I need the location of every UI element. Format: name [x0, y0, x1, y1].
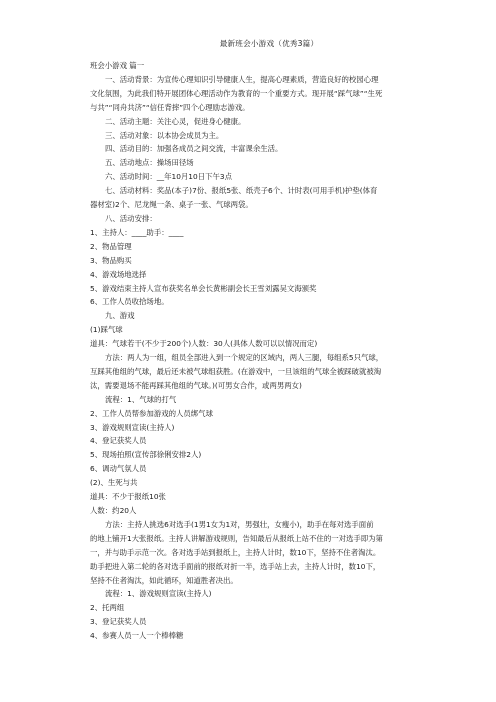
game-1-flow-2: 2、工作人员帮参加游戏的人员绑气球 — [90, 408, 213, 418]
theme-line: 二、活动主题：关注心灵，促进身心健康。 — [105, 116, 246, 126]
game-1-method-line-3: 汰，需要退场不能再踩其他组的气球。)(可男女合作，或两男两女) — [90, 380, 302, 390]
game-1-flow-6: 6、调动气氛人员 — [90, 464, 147, 474]
game-2-flow-1: 流程：1、游戏规则宣读(主持人) — [105, 589, 212, 599]
game-1-method-line-2: 互踩其他组的气球，最后还未被气球组获胜。(在游戏中，一旦该组的气球全被踩破就被淘 — [90, 366, 382, 376]
game-2-method-line-2: 的地上铺开1大张报纸。主持人讲解游戏规则，告知最后从报纸上站不住的一对选手即为第 — [90, 533, 383, 543]
game-1-flow-1: 流程：1、气球的打气 — [105, 394, 177, 404]
materials-line-1: 七、活动材料：奖品(本子)7份、报纸5张、纸壳子6个、计时表(可用手机)护垫(体育 — [105, 186, 378, 196]
game-2-method-line-1: 方法：主持人挑选6对选手(1男1女为1对，男强壮，女瘦小)，助手在每对选手面前 — [105, 519, 374, 529]
game-1-flow-3: 3、游戏规则宣读(主持人) — [90, 422, 175, 432]
arrangement-item-1: 1、主持人：____助手：____ — [90, 227, 184, 237]
arrangement-item-4: 4、游戏场地选择 — [90, 269, 147, 279]
game-1-method-line-1: 方法：两人为一组，组员全部进入到一个规定的区域内，两人三腿，每组系5只气球， — [105, 353, 384, 363]
game-2-method-line-3: 一，并与助手示范一次。各对选手站到报纸上，主持人计时，数10下，坚持不住者淘汰。 — [90, 547, 381, 557]
game-1-flow-5: 5、现场拍照(宣传部徐俐安排2人) — [90, 450, 202, 460]
game-2-title: (2)、生死与共 — [90, 478, 138, 488]
section-heading: 班会小游戏 篇一 — [90, 61, 145, 70]
game-2-flow-2: 2、托两组 — [90, 603, 125, 613]
time-line: 六、活动时间：__年10月10日下午3点 — [105, 172, 232, 182]
games-heading: 九、游戏 — [105, 311, 135, 321]
game-1-props: 道具：气球若干(不少于200个)人数：30人(具体人数可以以情况而定) — [90, 339, 318, 349]
purpose-line: 四、活动目的：加强各成员之间交流，丰富课余生活。 — [105, 144, 283, 154]
game-1-flow-4: 4、登记获奖人员 — [90, 436, 147, 446]
document-title: 最新班会小游戏（优秀3篇） — [219, 39, 319, 48]
game-2-flow-3: 3、登记获奖人员 — [90, 617, 147, 627]
game-2-flow-4: 4、参赛人员一人一个棒棒糖 — [90, 631, 184, 641]
arrangement-item-6: 6、工作人员收拾场地。 — [90, 297, 169, 307]
game-1-title: (1)踩气球 — [90, 325, 123, 335]
arrangement-heading: 八、活动安排： — [105, 213, 157, 223]
background-line-1: 一、活动背景：为宣传心理知识引导健康人生，提高心理素质，营造良好的校园心理 — [105, 74, 379, 84]
game-2-people: 人数：约20人 — [90, 506, 137, 515]
game-2-method-line-5: 坚持不住者淘汰，如此循环，知道胜者决出。 — [90, 575, 238, 585]
location-line: 五、活动地点：操场田径场 — [105, 158, 194, 168]
game-2-props: 道具：不少于报纸10张 — [90, 492, 166, 502]
audience-line: 三、活动对象：以本协会成员为主。 — [105, 130, 224, 140]
arrangement-item-3: 3、物品购买 — [90, 255, 132, 265]
arrangement-item-2: 2、物品管理 — [90, 241, 132, 251]
materials-line-2: 器材室)2个、尼龙绳一条、桌子一张、气球两袋。 — [90, 200, 253, 210]
arrangement-item-5: 5、游戏结束主持人宣布获奖名单会长黄彬副会长王雪刘露吴文海颁奖 — [90, 283, 317, 293]
background-line-3: 与共”“同舟共济”“信任背摔”四个心理励志游戏。 — [90, 102, 250, 112]
background-line-2: 文化氛围，为此我们特开展团体心理活动作为教育的一个重要方式。现开展“踩气球”“生死 — [90, 88, 383, 98]
game-2-method-line-4: 助手把进入第二轮的各对选手面前的报纸对折一半，选手站上去，主持人计时，数10下， — [90, 561, 381, 571]
